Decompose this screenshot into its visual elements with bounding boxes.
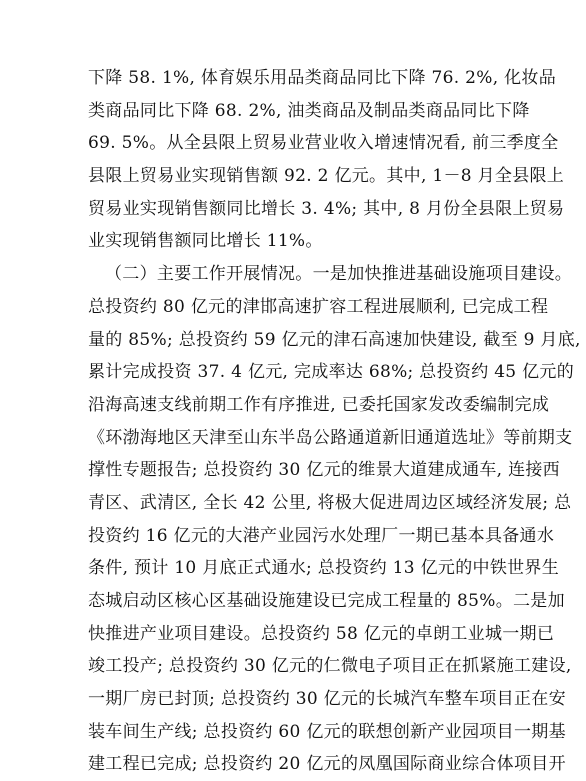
text-line-20: 一期厂房已封顶; 总投资约 30 亿元的长城汽车整车项目正在安 — [88, 689, 566, 710]
text-line-15: 投资约 16 亿元的大港产业园污水处理厂一期已基本具备通水 — [88, 525, 555, 546]
text-line-7: （二）主要工作开展情况。一是加快推进基础设施项目建设。 — [105, 264, 573, 285]
text-line-21: 装车间生产线; 总投资约 60 亿元的联想创新产业园项目一期基 — [88, 721, 566, 742]
text-line-11: 沿海高速支线前期工作有序推进, 已委托国家发改委编制完成 — [88, 394, 550, 415]
text-line-6: 业实现销售额同比增长 11%。 — [88, 231, 323, 252]
body-text — [88, 62, 581, 781]
text-line-9: 量的 85%; 总投资约 59 亿元的津石高速加快建设, 截至 9 月底, — [88, 329, 581, 350]
text-line-2: 类商品同比下降 68. 2%, 油类商品及制品类商品同比下降 — [88, 100, 530, 121]
text-line-16: 条件, 预计 10 月底正式通水; 总投资约 13 亿元的中铁世界生 — [88, 558, 560, 579]
text-line-4: 县限上贸易业实现销售额 92. 2 亿元。其中, 1－8 月全县限上 — [88, 166, 565, 187]
text-line-3: 69. 5%。从全县限上贸易业营业收入增速情况看, 前三季度全 — [88, 133, 559, 154]
text-line-17: 态城启动区核心区基础设施建设已完成工程量的 85%。二是加 — [88, 591, 565, 611]
text-line-22: 建工程已完成; 总投资约 20 亿元的凤凰国际商业综合体项目开 — [88, 754, 566, 775]
text-line-12: 《环渤海地区天津至山东半岛公路通道新旧通道选址》等前期支 — [88, 427, 573, 448]
text-line-14: 青区、武清区, 全长 42 公里, 将极大促进周边区域经济发展; 总 — [88, 492, 572, 513]
text-line-13: 撑性专题报告; 总投资约 30 亿元的维景大道建成通车, 连接西 — [88, 460, 560, 481]
text-line-8: 总投资约 80 亿元的津邯高速扩容工程进展顺利, 已完成工程 — [88, 296, 549, 317]
text-line-19: 竣工投产; 总投资约 30 亿元的仁微电子项目正在抓紧施工建设, — [88, 656, 572, 677]
text-line-10: 累计完成投资 37. 4 亿元, 完成率达 68%; 总投资约 45 亿元的 — [88, 362, 575, 383]
text-line-18: 快推进产业项目建设。总投资约 58 亿元的卓朗工业城一期已 — [88, 623, 555, 644]
text-line-1: 下降 58. 1%, 体育娱乐用品类商品同比下降 76. 2%, 化妆品 — [88, 68, 557, 88]
text-line-5: 贸易业实现销售额同比增长 3. 4%; 其中, 8 月份全县限上贸易 — [88, 198, 565, 219]
